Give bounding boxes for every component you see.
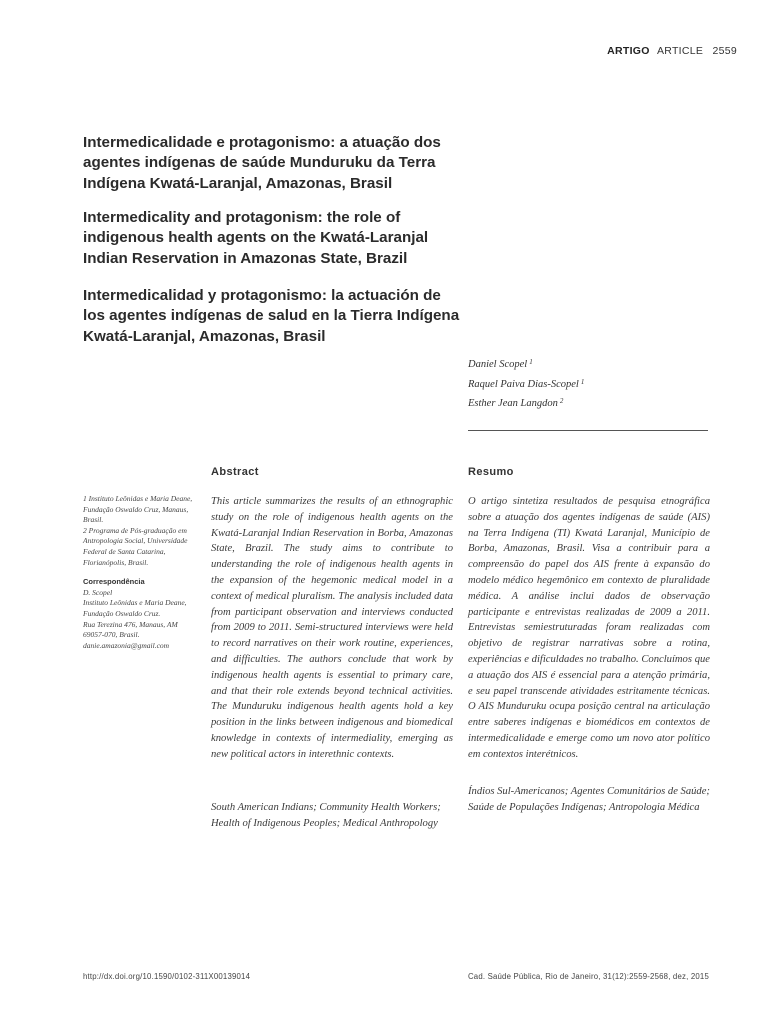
author-name: Esther Jean Langdon <box>468 398 558 410</box>
correspondence-name: D. Scopel <box>83 587 113 597</box>
author-name: Daniel Scopel <box>468 359 528 370</box>
abstract-text: This article summarizes the results of an ethnographic study on the role of indigenous health agents on the Kwatá-Laranjal Indian Reservation in Borba, Amazonas State, Brazil. The study aims to contribute to understanding the role of indigenous health agents in the expansion of the hegemonic medical model in a context of medical pluralism. The analysis included data from participant observation and interviews conducted from 2009 to 2011. Semi-structured interviews were held to record narratives on their work routine, experiences, and difficulties. The authors conclude that work by indigenous health agents is essential to primary care, and that their role extends beyond technical activities. The Munduruku indigenous health agents hold a key position in the links between indigenous and biomedical knowledge in contexts of intermediality, emerging as new political actors in interethnic contexts. <box>211 496 453 760</box>
author-affiliation-mark: 2 <box>559 397 564 406</box>
author-entry <box>468 374 728 394</box>
section-label-pt: ARTIGO <box>607 45 650 57</box>
correspondence-email[interactable]: danie.amazonia@gmail.com <box>83 640 170 650</box>
journal-citation: Cad. Saúde Pública, Rio de Janeiro, 31(12):2559-2568, dez, 2015 <box>467 972 709 981</box>
author-divider <box>468 430 708 431</box>
author-entry <box>468 354 728 374</box>
correspondence-institution: Instituto Leônidas e Maria Deane, Fundação Oswaldo Cruz. <box>83 598 187 618</box>
correspondence-address: Rua Terezina 476, Manaus, AM 69057-070, Brasil. <box>83 619 178 640</box>
author-entry <box>468 393 728 413</box>
author-list <box>468 354 728 413</box>
abstract-heading: Abstract <box>211 466 259 478</box>
author-affiliation-mark: 1 <box>580 377 585 386</box>
affiliations-sidebar <box>83 494 195 651</box>
abstract-keywords: South American Indians; Community Health Workers; Health of Indigenous Peoples; Medical Anthropology <box>211 802 441 829</box>
resumo-text: O artigo sintetiza resultados de pesquisa etnográfica sobre a atuação dos agentes indígenas de saúde (AIS) na Terra Indígena (TI) Kwatá Laranjal, Município de Borba, Amazonas, Brasil. Visa a contribuir para a compreensão do papel dos AIS frente à expansão do modelo médico hegemônico em contexto de pluralidade médica. A análise inclui dados de observação participante e entrevistas realizadas de 2009 a 2011. Entrevistas semiestruturadas foram realizadas com objetivo de registrar narrativas sobre a rotina, experiências e dificuldades no trabalho. Concluímos que a atuação dos AIS é essencial para a atenção primária, e seu papel transcende atividades estritamente técnicas. O AIS Munduruku ocupa posição central na articulação entre saberes indígenas e biomédicos em contextos de intermedicalidade e emerge como um novo ator político em contextos interétnicos. <box>468 496 710 760</box>
resumo-heading: Resumo <box>468 466 514 478</box>
title-english: Intermedicality and protagonism: the role of indigenous health agents on the Kwatá-Laranjal Indian Reservation in Amazonas State, Brazil <box>83 209 429 267</box>
author-name: Raquel Paiva Dias-Scopel <box>468 378 579 390</box>
affiliation-1: 1 Instituto Leônidas e Maria Deane, Fundação Oswaldo Cruz, Manaus, Brasil. <box>83 494 193 525</box>
affiliation-2: 2 Programa de Pós-graduação em Antropologia Social, Universidade Federal de Santa Catarina, Florianópolis, Brasil. <box>83 525 188 567</box>
doi-link[interactable]: http://dx.doi.org/10.1590/0102-311X00139014 <box>83 972 251 981</box>
title-portuguese: Intermedicalidade e protagonismo: a atuação dos agentes indígenas de saúde Munduruku da Terra Indígena Kwatá-Laranjal, Amazonas, Brasil <box>83 134 441 192</box>
title-spanish: Intermedicalidad y protagonismo: la actuación de los agentes indígenas de salud en la Tierra Indígena Kwatá-Laranjal, Amazonas, Brasil <box>83 287 460 345</box>
resumo-keywords: Índios Sul-Americanos; Agentes Comunitários de Saúde; Saúde de Populações Indígenas; Antropologia Médica <box>468 786 710 813</box>
correspondence-heading: Correspondência <box>83 577 145 587</box>
page-number: 2559 <box>712 45 737 57</box>
section-label-en: ARTICLE <box>656 45 704 57</box>
running-header <box>607 45 737 57</box>
author-affiliation-mark: 1 <box>529 358 533 366</box>
